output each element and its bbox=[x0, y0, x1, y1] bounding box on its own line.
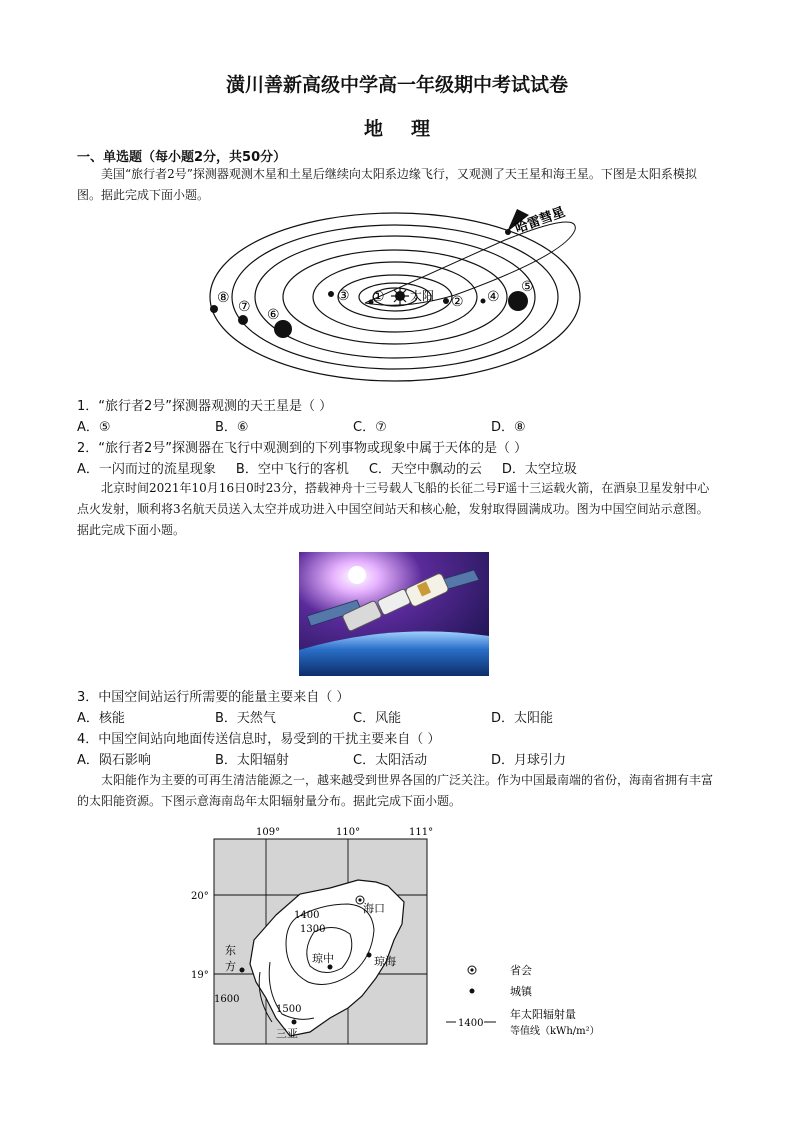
q3-option-d[interactable]: D．太阳能 bbox=[491, 711, 554, 726]
legend-town-icon bbox=[470, 989, 475, 994]
q3-option-b[interactable]: B．天然气 bbox=[215, 711, 276, 726]
iso-label-1400: 1400 bbox=[294, 910, 320, 921]
legend-capital: 省会 bbox=[510, 964, 532, 977]
legend-isoline-label-1: 年太阳辐射量 bbox=[510, 1008, 576, 1021]
q4-options bbox=[77, 749, 717, 768]
q4-stem: 4．中国空间站向地面传送信息时，易受到的干扰主要来自（ ） bbox=[77, 732, 441, 747]
label-8: ⑧ bbox=[217, 290, 230, 306]
label-4: ④ bbox=[487, 289, 500, 305]
section-heading: 一、单选题（每小题2分，共50分） bbox=[77, 150, 287, 165]
orbit-5 bbox=[283, 250, 507, 344]
q3-stem: 3．中国空间站运行所需要的能量主要来自（ ） bbox=[77, 690, 350, 705]
lon-111: 111° bbox=[409, 827, 434, 838]
city-qionghai: 琼海 bbox=[374, 955, 396, 968]
label-3: ③ bbox=[337, 288, 350, 304]
city-qiongzhong: 琼中 bbox=[312, 952, 334, 965]
passage-hainan: 太阳能作为主要的可再生清洁能源之一，越来越受到世界各国的广泛关注。作为中国最南端的省份，海南省拥有丰富的太阳能资源。下图示意海南岛年太阳辐射量分布。据此完成下面小题。 bbox=[77, 773, 714, 808]
town-qiongzhong-icon bbox=[328, 965, 333, 970]
city-dongfang-1: 东 bbox=[225, 944, 236, 957]
comet-label: 哈雷彗星 bbox=[513, 205, 568, 237]
q2-options bbox=[77, 458, 717, 477]
q2-option-a[interactable]: A．一闪而过的流星现象 bbox=[77, 462, 216, 477]
q2-stem: 2．“旅行者2号”探测器在飞行中观测到的下列事物或现象中属于天体的是（ ） bbox=[77, 441, 528, 456]
city-dongfang-2: 方 bbox=[225, 960, 236, 973]
label-2: ② bbox=[451, 294, 464, 310]
q1-option-d[interactable]: D．⑧ bbox=[491, 420, 526, 435]
sun-label: 太阳 bbox=[410, 289, 435, 303]
q3-options bbox=[77, 707, 717, 726]
orbit-3 bbox=[338, 275, 452, 319]
q1-stem: 1．“旅行者2号”探测器观测的天王星是（ ） bbox=[77, 399, 333, 414]
town-sanya-icon bbox=[292, 1020, 297, 1025]
subject-title: 地理 bbox=[363, 118, 458, 140]
lat-19: 19° bbox=[191, 970, 209, 981]
lon-110: 110° bbox=[336, 827, 361, 838]
planet-8 bbox=[210, 305, 218, 313]
city-sanya: 三亚 bbox=[276, 1027, 298, 1040]
label-1: ① bbox=[372, 289, 385, 305]
sun-icon bbox=[348, 566, 366, 584]
passage-voyager: 美国“旅行者2号”探测器观测木星和土星后继续向太阳系边缘飞行，又观测了天王星和海王星。下图是太阳系模拟图。据此完成下面小题。 bbox=[77, 167, 697, 202]
q4-option-a[interactable]: A．陨石影响 bbox=[77, 753, 151, 768]
town-dongfang-icon bbox=[240, 968, 245, 973]
exam-title: 潢川善新高级中学高一年级期中考试试卷 bbox=[225, 74, 568, 96]
planet-4 bbox=[481, 299, 486, 304]
iso-label-1500: 1500 bbox=[276, 1004, 302, 1015]
q4-option-b[interactable]: B．太阳辐射 bbox=[215, 753, 289, 768]
label-6: ⑥ bbox=[267, 307, 280, 323]
passage-space-station: 北京时间2021年10月16日0时23分，搭载神舟十三号载人飞船的长征二号F遥十三运载火箭，在酒泉卫星发射中心点火发射，顺利将3名航天员送入太空并成功进入中国空间站天和核心舱，发射取得圆满成功。图为中国空间站示意图。据此完成下面小题。 bbox=[77, 481, 710, 537]
q2-option-c[interactable]: C．天空中飘动的云 bbox=[368, 462, 482, 477]
legend-isoline-value: 1400 bbox=[458, 1018, 484, 1029]
q3-option-a[interactable]: A．核能 bbox=[77, 711, 125, 726]
lat-20: 20° bbox=[191, 891, 209, 902]
q4-option-d[interactable]: D．月球引力 bbox=[491, 753, 567, 768]
solar-system-figure bbox=[205, 205, 595, 390]
q1-option-b[interactable]: B．⑥ bbox=[215, 420, 249, 435]
q4-option-c[interactable]: C．太阳活动 bbox=[353, 753, 428, 768]
legend-town: 城镇 bbox=[510, 985, 532, 998]
label-5: ⑤ bbox=[521, 279, 534, 295]
legend-capital-icon bbox=[468, 966, 476, 974]
planet-7 bbox=[238, 315, 248, 325]
q1-option-c[interactable]: C．⑦ bbox=[353, 420, 387, 435]
q1-options bbox=[77, 416, 717, 435]
town-qionghai-icon bbox=[367, 953, 372, 958]
lon-109: 109° bbox=[256, 827, 281, 838]
planet-2 bbox=[443, 298, 449, 304]
label-7: ⑦ bbox=[238, 299, 251, 315]
q2-option-b[interactable]: B．空中飞行的客机 bbox=[235, 462, 349, 477]
legend-isoline-label-2: 等值线（kWh/m²） bbox=[510, 1026, 600, 1037]
planet-3 bbox=[328, 291, 334, 297]
q3-option-c[interactable]: C．风能 bbox=[353, 711, 402, 726]
city-haikou: 海口 bbox=[363, 902, 385, 915]
space-station-image bbox=[299, 552, 489, 676]
iso-label-1600: 1600 bbox=[214, 994, 240, 1005]
q1-option-a[interactable]: A．⑤ bbox=[77, 420, 111, 435]
q2-option-d[interactable]: D．太空垃圾 bbox=[501, 462, 577, 477]
hainan-radiation-map bbox=[190, 822, 620, 1054]
iso-label-1300: 1300 bbox=[300, 924, 326, 935]
